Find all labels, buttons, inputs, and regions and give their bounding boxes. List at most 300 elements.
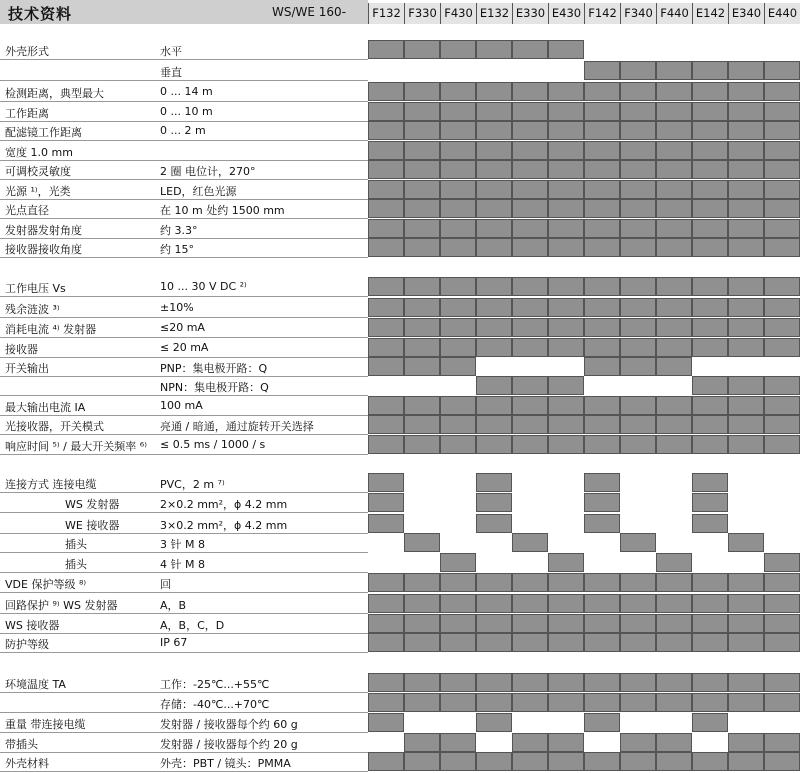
availability-cell [656, 693, 692, 712]
availability-cell [368, 733, 404, 752]
availability-cell [764, 473, 800, 492]
availability-cell [512, 514, 548, 533]
availability-cell [620, 219, 656, 238]
availability-cell [692, 673, 728, 692]
spec-row [0, 514, 368, 534]
availability-cell [548, 238, 584, 257]
spec-label: WE 接收器 [65, 519, 120, 532]
spec-value: ≤ 20 mA [160, 341, 209, 354]
availability-cell [476, 533, 512, 552]
spec-row [0, 473, 368, 493]
availability-cell [404, 238, 440, 257]
availability-cell [764, 733, 800, 752]
availability-cell [512, 533, 548, 552]
availability-cell [404, 199, 440, 218]
availability-cell [584, 180, 620, 199]
spec-value: 水平 [160, 45, 182, 58]
spec-row [0, 40, 368, 60]
availability-cell [620, 40, 656, 59]
availability-cell [620, 693, 656, 712]
availability-cell [692, 633, 728, 652]
availability-cell [476, 573, 512, 592]
spec-label: 外壳形式 [5, 45, 49, 58]
availability-cell [656, 338, 692, 357]
availability-cell [548, 82, 584, 101]
availability-cell [548, 298, 584, 317]
availability-cell [440, 533, 476, 552]
availability-cell [584, 102, 620, 121]
availability-cell [656, 121, 692, 140]
availability-cell [764, 357, 800, 376]
availability-cell [728, 180, 764, 199]
availability-cell [764, 219, 800, 238]
availability-cell [548, 553, 584, 572]
availability-cell [656, 238, 692, 257]
availability-cell [620, 61, 656, 80]
availability-cell [476, 415, 512, 434]
availability-cell [368, 121, 404, 140]
availability-cell [512, 733, 548, 752]
availability-cell [764, 40, 800, 59]
spec-label: 接收器 [5, 343, 38, 356]
availability-cell [440, 415, 476, 434]
availability-cell [368, 752, 404, 771]
availability-cell [440, 121, 476, 140]
availability-cell [440, 673, 476, 692]
spec-value: PNP：集电极开路：Q [160, 362, 268, 375]
spec-value: 垂直 [160, 66, 182, 79]
availability-cell [620, 573, 656, 592]
model-column-E440: E440 [764, 3, 800, 24]
availability-cell [404, 61, 440, 80]
availability-cell [656, 752, 692, 771]
availability-cell [584, 594, 620, 613]
availability-cell [404, 435, 440, 454]
availability-cell [368, 493, 404, 512]
availability-cell [512, 415, 548, 434]
availability-cell [548, 673, 584, 692]
spec-label: 外壳材料 [5, 757, 49, 770]
spec-label: 光点直径 [5, 204, 49, 217]
availability-cell [368, 102, 404, 121]
availability-cell [620, 121, 656, 140]
spec-label: 可调校灵敏度 [5, 165, 71, 178]
availability-cell [548, 473, 584, 492]
availability-cell [440, 733, 476, 752]
availability-cell [584, 160, 620, 179]
spec-value: A，B，C，D [160, 619, 225, 632]
availability-cell [692, 318, 728, 337]
availability-cell [620, 493, 656, 512]
availability-cell [584, 396, 620, 415]
availability-cell [548, 40, 584, 59]
availability-cell [728, 318, 764, 337]
availability-cell [764, 693, 800, 712]
availability-cell [404, 396, 440, 415]
availability-cell [728, 160, 764, 179]
availability-cell [512, 160, 548, 179]
availability-cell [476, 277, 512, 296]
availability-cell [404, 277, 440, 296]
availability-cell [476, 396, 512, 415]
availability-cell [728, 435, 764, 454]
model-column-F142: F142 [584, 3, 620, 24]
availability-cell [620, 102, 656, 121]
spec-row [0, 713, 368, 733]
spec-value: 在 10 m 处约 1500 mm [160, 204, 285, 217]
availability-cell [512, 238, 548, 257]
spec-row [0, 493, 368, 513]
availability-cell [584, 733, 620, 752]
availability-cell [728, 82, 764, 101]
availability-cell [440, 61, 476, 80]
availability-cell [764, 199, 800, 218]
availability-cell [728, 357, 764, 376]
availability-cell [548, 160, 584, 179]
spec-row [0, 338, 368, 358]
availability-cell [548, 415, 584, 434]
availability-cell [548, 713, 584, 732]
spec-value: PVC，2 m ⁷⁾ [160, 478, 225, 491]
availability-cell [728, 121, 764, 140]
availability-cell [764, 141, 800, 160]
availability-cell [656, 376, 692, 395]
availability-cell [368, 633, 404, 652]
availability-cell [440, 594, 476, 613]
availability-cell [656, 473, 692, 492]
availability-cell [548, 396, 584, 415]
spec-value: 2 圈 电位计，270° [160, 165, 256, 178]
availability-cell [584, 633, 620, 652]
model-column-E430: E430 [548, 3, 584, 24]
availability-cell [728, 338, 764, 357]
availability-cell [764, 160, 800, 179]
availability-cell [440, 573, 476, 592]
availability-cell [476, 180, 512, 199]
availability-cell [476, 713, 512, 732]
availability-cell [440, 693, 476, 712]
availability-cell [368, 673, 404, 692]
availability-cell [440, 614, 476, 633]
availability-cell [548, 318, 584, 337]
spec-value: 亮通 / 暗通，通过旋转开关选择 [160, 420, 314, 433]
availability-cell [404, 160, 440, 179]
availability-cell [656, 493, 692, 512]
availability-cell [368, 396, 404, 415]
availability-cell [368, 318, 404, 337]
availability-cell [656, 141, 692, 160]
spec-row [0, 693, 368, 713]
availability-cell [368, 514, 404, 533]
availability-cell [404, 376, 440, 395]
spec-label: VDE 保护等级 ⁸⁾ [5, 578, 87, 591]
availability-cell [584, 693, 620, 712]
availability-cell [728, 553, 764, 572]
availability-cell [620, 357, 656, 376]
spec-label: 光接收器，开关模式 [5, 420, 104, 433]
availability-cell [368, 141, 404, 160]
availability-cell [620, 141, 656, 160]
availability-cell [656, 514, 692, 533]
spec-value: IP 67 [160, 636, 188, 649]
availability-cell [656, 180, 692, 199]
availability-cell [440, 553, 476, 572]
availability-cell [584, 82, 620, 101]
spec-label: 防护等级 [5, 638, 49, 651]
availability-cell [656, 415, 692, 434]
availability-cell [548, 514, 584, 533]
model-column-E340: E340 [728, 3, 764, 24]
availability-cell [368, 553, 404, 572]
availability-cell [620, 614, 656, 633]
spec-value: 10 ... 30 V DC ²⁾ [160, 280, 247, 293]
availability-cell [764, 318, 800, 337]
availability-cell [692, 553, 728, 572]
spec-row [0, 733, 368, 753]
model-column-E132: E132 [476, 3, 512, 24]
availability-cell [440, 219, 476, 238]
availability-cell [584, 573, 620, 592]
availability-cell [512, 435, 548, 454]
availability-cell [584, 199, 620, 218]
availability-cell [512, 141, 548, 160]
availability-cell [764, 376, 800, 395]
availability-cell [764, 338, 800, 357]
spec-value: 4 针 M 8 [160, 558, 205, 571]
availability-cell [728, 573, 764, 592]
availability-cell [764, 594, 800, 613]
spec-row [0, 376, 368, 396]
availability-cell [692, 102, 728, 121]
availability-cell [440, 40, 476, 59]
series-label: WS/WE 160- [272, 5, 347, 19]
availability-cell [728, 733, 764, 752]
availability-cell [476, 614, 512, 633]
availability-cell [620, 396, 656, 415]
spec-row [0, 752, 368, 772]
availability-cell [440, 277, 476, 296]
availability-cell [476, 493, 512, 512]
availability-cell [548, 594, 584, 613]
availability-cell [584, 141, 620, 160]
spec-label: 响应时间 ⁵⁾ / 最大开关频率 ⁶⁾ [5, 440, 147, 453]
table-header [0, 0, 806, 24]
availability-cell [548, 533, 584, 552]
availability-cell [764, 396, 800, 415]
availability-cell [728, 376, 764, 395]
spec-label: 连接方式 连接电缆 [5, 478, 97, 491]
availability-cell [440, 160, 476, 179]
availability-cell [656, 435, 692, 454]
availability-cell [584, 673, 620, 692]
availability-cell [476, 338, 512, 357]
availability-cell [692, 298, 728, 317]
availability-cell [764, 553, 800, 572]
spec-label: 插头 [65, 558, 87, 571]
availability-cell [404, 473, 440, 492]
spec-label: 接收器接收角度 [5, 243, 82, 256]
availability-cell [656, 633, 692, 652]
availability-cell [764, 633, 800, 652]
availability-cell [548, 199, 584, 218]
availability-cell [584, 61, 620, 80]
availability-cell [692, 376, 728, 395]
spec-value: 0 ... 2 m [160, 124, 206, 137]
spec-label: 检测距离，典型最大 [5, 87, 104, 100]
availability-cell [476, 102, 512, 121]
spec-row [0, 61, 368, 81]
availability-cell [368, 219, 404, 238]
availability-cell [584, 533, 620, 552]
spec-value: 0 ... 14 m [160, 85, 213, 98]
availability-cell [620, 594, 656, 613]
availability-cell [656, 396, 692, 415]
spec-row [0, 141, 368, 161]
availability-cell [728, 219, 764, 238]
availability-cell [404, 693, 440, 712]
spec-row [0, 318, 368, 338]
availability-cell [656, 573, 692, 592]
availability-cell [728, 396, 764, 415]
availability-cell [404, 357, 440, 376]
availability-cell [620, 338, 656, 357]
spec-label: 光源 ¹⁾，光类 [5, 185, 71, 198]
availability-cell [548, 573, 584, 592]
availability-cell [404, 614, 440, 633]
spec-value: 约 3.3° [160, 224, 198, 237]
availability-cell [404, 338, 440, 357]
availability-cell [512, 493, 548, 512]
spec-row [0, 180, 368, 200]
spec-row [0, 102, 368, 122]
spec-value: 存储：-40℃...+70℃ [160, 698, 270, 711]
availability-cell [368, 82, 404, 101]
availability-cell [620, 298, 656, 317]
spec-label: 回路保护 ⁹⁾ WS 发射器 [5, 599, 118, 612]
model-column-F440: F440 [656, 3, 692, 24]
availability-cell [548, 693, 584, 712]
availability-cell [692, 141, 728, 160]
availability-cell [404, 180, 440, 199]
spec-value: 发射器 / 接收器每个约 20 g [160, 738, 298, 751]
availability-cell [728, 141, 764, 160]
spec-label: 消耗电流 ⁴⁾ 发射器 [5, 323, 97, 336]
availability-cell [476, 693, 512, 712]
model-column-E330: E330 [512, 3, 548, 24]
availability-cell [512, 633, 548, 652]
spec-row [0, 633, 368, 653]
availability-cell [764, 121, 800, 140]
spec-row [0, 238, 368, 258]
spec-row [0, 160, 368, 180]
availability-cell [476, 40, 512, 59]
availability-cell [404, 219, 440, 238]
availability-cell [692, 533, 728, 552]
availability-cell [404, 514, 440, 533]
availability-cell [692, 238, 728, 257]
availability-cell [476, 199, 512, 218]
availability-cell [656, 61, 692, 80]
availability-cell [512, 61, 548, 80]
availability-cell [584, 338, 620, 357]
spec-label: 工作电压 Vs [5, 282, 66, 295]
availability-cell [728, 40, 764, 59]
availability-cell [440, 102, 476, 121]
availability-cell [404, 121, 440, 140]
spec-value: 2×0.2 mm²，ϕ 4.2 mm [160, 498, 288, 511]
availability-cell [656, 553, 692, 572]
availability-cell [656, 219, 692, 238]
availability-cell [692, 514, 728, 533]
availability-cell [368, 357, 404, 376]
availability-cell [728, 298, 764, 317]
availability-cell [512, 594, 548, 613]
availability-cell [368, 376, 404, 395]
spec-value: ±10% [160, 301, 194, 314]
availability-cell [656, 614, 692, 633]
availability-cell [512, 298, 548, 317]
availability-cell [692, 415, 728, 434]
availability-cell [584, 752, 620, 771]
availability-cell [368, 594, 404, 613]
availability-cell [368, 533, 404, 552]
availability-cell [620, 435, 656, 454]
availability-cell [620, 180, 656, 199]
availability-cell [692, 219, 728, 238]
availability-cell [440, 473, 476, 492]
availability-cell [620, 82, 656, 101]
availability-cell [764, 673, 800, 692]
availability-cell [512, 180, 548, 199]
spec-label: WS 接收器 [5, 619, 60, 632]
availability-cell [620, 553, 656, 572]
spec-row [0, 199, 368, 219]
availability-cell [620, 533, 656, 552]
availability-cell [656, 40, 692, 59]
availability-cell [620, 713, 656, 732]
availability-cell [764, 435, 800, 454]
availability-cell [692, 473, 728, 492]
availability-cell [440, 514, 476, 533]
availability-cell [728, 633, 764, 652]
spec-row [0, 219, 368, 239]
spec-label: 插头 [65, 538, 87, 551]
availability-cell [440, 199, 476, 218]
availability-cell [764, 238, 800, 257]
spec-value: 0 ... 10 m [160, 105, 213, 118]
availability-cell [584, 376, 620, 395]
availability-cell [512, 82, 548, 101]
spec-value: 外壳：PBT / 镜头：PMMA [160, 757, 291, 770]
availability-cell [620, 752, 656, 771]
availability-cell [548, 338, 584, 357]
availability-cell [476, 121, 512, 140]
availability-cell [656, 298, 692, 317]
availability-cell [368, 199, 404, 218]
availability-cell [404, 102, 440, 121]
availability-cell [548, 141, 584, 160]
availability-cell [440, 238, 476, 257]
availability-cell [404, 141, 440, 160]
availability-cell [368, 713, 404, 732]
availability-cell [656, 82, 692, 101]
availability-cell [764, 415, 800, 434]
spec-value: NPN：集电极开路：Q [160, 381, 269, 394]
availability-cell [620, 318, 656, 337]
spec-label: WS 发射器 [65, 498, 120, 511]
availability-cell [656, 733, 692, 752]
availability-cell [476, 633, 512, 652]
